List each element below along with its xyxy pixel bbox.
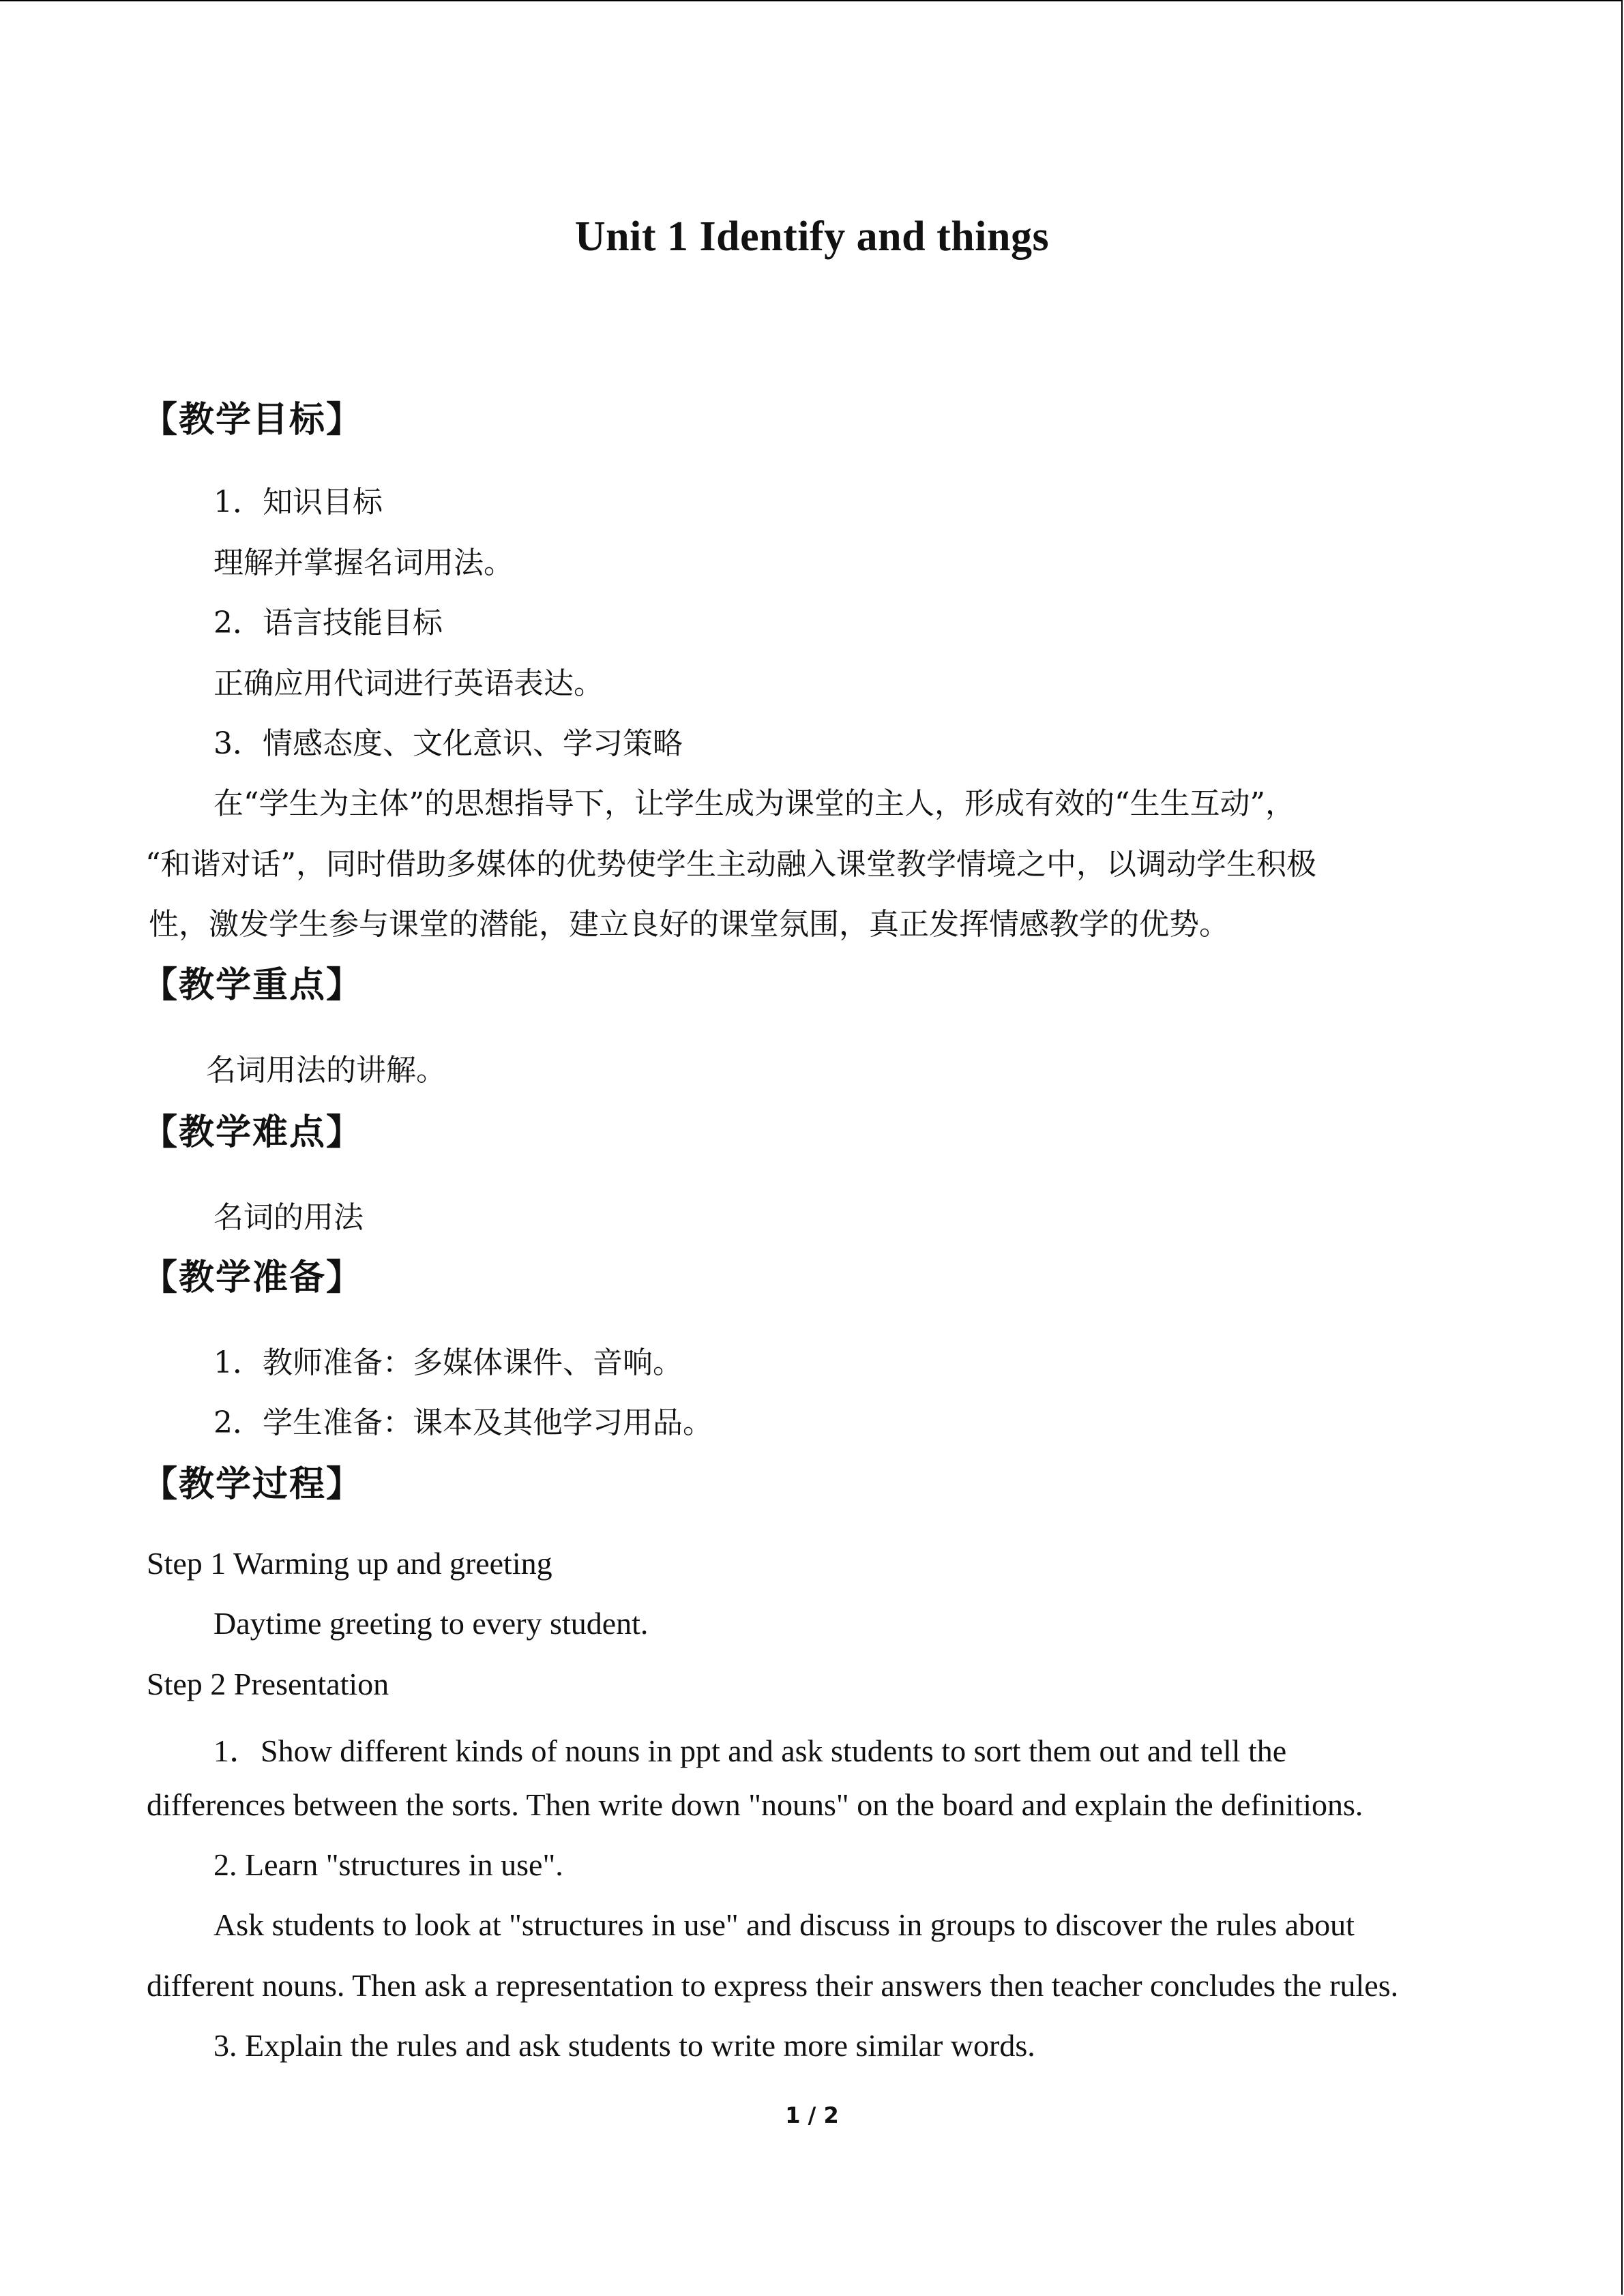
objective-attitude-line-1: 在“学生为主体”的思想指导下，让学生成为课堂的主人，形成有效的“生生互动”，: [213, 786, 1295, 821]
document-title: Unit 1 Identify and things: [574, 213, 1050, 260]
preparation-item-student: 2．学生准备：课本及其他学习用品。: [213, 1405, 713, 1440]
difficulties-text: 名词的用法: [213, 1200, 364, 1235]
step1-text: Daytime greeting to every student.: [213, 1606, 649, 1641]
heading-process: 【教学过程】: [142, 1464, 364, 1505]
objective-skills-text: 正确应用代词进行英语表达。: [213, 666, 604, 701]
heading-difficulties: 【教学难点】: [142, 1112, 364, 1153]
step2-item1-line-2: differences between the sorts. Then write down "nouns" on the board and explain the definitions.: [147, 1787, 1363, 1822]
step2-item2: 2. Learn "structures in use".: [213, 1847, 563, 1882]
preparation-item-teacher: 1．教师准备：多媒体课件、音响。: [213, 1345, 683, 1380]
step2-item1-line-1: 1．Show different kinds of nouns in ppt and ask students to sort them out and tell the: [213, 1733, 1287, 1768]
objective-knowledge-text: 理解并掌握名词用法。: [213, 546, 514, 580]
step2-item2-line-2: different nouns. Then ask a representation to express their answers then teacher concludes the rules.: [147, 1968, 1399, 2003]
objective-knowledge-label: 1．知识目标: [213, 485, 383, 520]
page-number: 1 / 2: [785, 2102, 839, 2128]
heading-objectives: 【教学目标】: [142, 400, 364, 441]
step2-title: Step 2 Presentation: [147, 1667, 389, 1701]
step1-title: Step 1 Warming up and greeting: [147, 1546, 552, 1581]
step2-item2-line-1: Ask students to look at "structures in use" and discuss in groups to discover the rules about: [213, 1907, 1355, 1942]
heading-key-points: 【教学重点】: [142, 965, 364, 1006]
objective-attitude-label: 3．情感态度、文化意识、学习策略: [213, 726, 683, 761]
objective-attitude-line-2: “和谐对话”，同时借助多媒体的优势使学生主动融入课堂教学情境之中，以调动学生积极: [145, 847, 1316, 882]
key-points-text: 名词用法的讲解。: [206, 1053, 446, 1088]
objective-skills-label: 2．语言技能目标: [213, 606, 443, 640]
step2-item3: 3. Explain the rules and ask students to write more similar words.: [213, 2028, 1035, 2063]
heading-preparation: 【教学准备】: [142, 1257, 364, 1298]
objective-attitude-line-3: 性，激发学生参与课堂的潜能，建立良好的课堂氛围，真正发挥情感教学的优势。: [149, 907, 1229, 942]
